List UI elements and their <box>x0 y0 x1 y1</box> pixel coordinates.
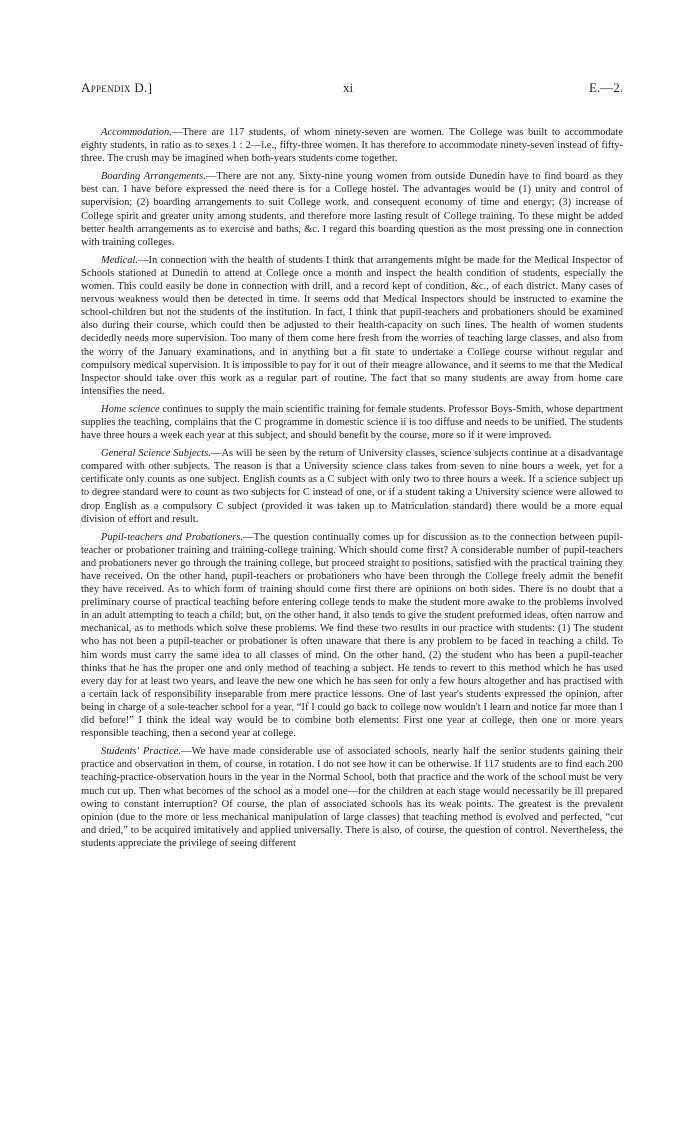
paragraph-text: —As will be seen by the return of University classes, science subjects continue at a disadvantage compared with other subjects. The reason is that a University science class takes from seven to nine hours a week, yet for a certificate only counts as one subject. English counts as a C subject with only two to three hours a week. If a science subject up to degree standard were to count as two subjects for C instead of one, or if a student taking a University science were allowed to drop English as a compulsory C subject (provided it was taken up to Matriculation standard) there would be a more equal division of effort and result. <box>81 448 623 525</box>
page-header <box>81 80 623 100</box>
paragraph-heading: Accommodation. <box>101 127 172 138</box>
paragraph-heading: Pupil-teachers and Probationers. <box>101 531 244 543</box>
paragraph-text: —There are 117 students, of whom ninety-seven are women. The College was built to accommodate eighty students, in ratio as to sexes 1 : 2—i.e., fifty-three women. It has therefore to accommodate ninety-seven instead of fifty-three. The crush may be imagined when both-years students come together. <box>81 127 623 165</box>
paragraph-heading: Boarding Arrangements. <box>101 171 206 183</box>
document-code: E.—2. <box>589 80 623 95</box>
paragraph-heading: Students' Practice. <box>101 746 182 758</box>
paragraph-heading: Medical. <box>101 254 139 266</box>
page-number: xi <box>343 80 354 95</box>
paragraph-text: continues to supply the main scientific training for female students. Professor Boys-Smith, whose department supplies the teaching, complains that the C programme in domestic science ii is too diffuse and needs to be unified. The students have three hours a week each year at this subject, and should benefit by the course, more so if it were improved. <box>81 403 623 442</box>
paragraph-accommodation <box>81 126 623 165</box>
paragraph-text: —In connection with the health of students I think that arrangements might be made for the Medical Inspector of Schools stationed at Dunedin to attend at College once a month and inspect the health condition of students, especially the women. This could easily be done in connection with drill, and a record kept of condition, &c., of each district. Many cases of nervous weakness would then be detected in time. It seems odd that Medical Inspectors should be instructed to examine the school-children but not the students of the institution. In fact, I think that pupil-teachers and probationers should be examined also during their course, which could then be adjusted to their health-capacity on such lines. The health of women students decidedly needs more supervision. Too many of them come here fresh from the worries of teaching large classes, and also from the worry of the January examinations, and in anything but a fit state to undertake a College course without regular and compulsory medical supervision. It is impossible to pay for it out of their meagre allowance, and it seems to me that the Medical Inspector should take over this work as a regular part of routine. The fact that so many students are away from home care intensifies the need. <box>81 254 623 397</box>
document-page <box>81 80 623 855</box>
appendix-label: Appendix D.] <box>81 80 153 95</box>
paragraph-heading: General Science Subjects. <box>101 448 211 460</box>
paragraph-general-science <box>81 447 623 526</box>
paragraph-heading: Home science <box>101 403 160 415</box>
paragraph-text: —The question continually comes up for discussion as to the connection between pupil-teacher or probationer training and training-college training. Which should come first? A considerable number of pupil-teachers and probationers never go through the training college, but proceed straight to positions, satisfied with the practical training they have received. On the other hand, pupil-teachers or probationers who have been through the College freely admit the benefit they have received. As to which form of training should come first there are opinions on both sides. There is no doubt that a preliminary course of practical teaching before entering college tends to make the student more awake to the problems involved in an adult attempting to teach a child; but, on the other hand, it also tends to give the student preformed ideas, often narrow and mechanical, as to methods which solve these problems. We find these two results in our practice with students: (1) The student who has not been a pupil-teacher or probationer is often unaware that there is any problem to be faced in teaching a child. To him words must carry the same idea to all classes of mind. On the other hand, (2) the student who has been a pupil-teacher thinks that he has the proper one and only method of teaching a subject. He tends to revert to this method which he has used every day for at least two years, and leave the new one which he has seen for only a few hours altogether and has practised with a certain lack of responsibility inseparable from mere practice lessons. One of last year's students expressed the opinion, after being in charge of a sole-teacher school for a year, “If I could go back to college now wouldn't I learn and notice far more than I did before!” I think the ideal way would be to combine both elements: First one year at college, then one or more years responsible teaching, then a second year at college. <box>81 531 624 740</box>
paragraph-boarding-arrangements <box>81 170 623 249</box>
paragraph-text: —We have made considerable use of associated schools, nearly half the senior students gaining their practice and observation in them, of course, in rotation. I do not see how it can be otherwise. If 117 students are to find each 200 teaching-practice-observation hours in the year in the Normal School, both that practice and the work of the school must be very much cut up. Then what becomes of the school as a model one—for the children at each stage would necessarily be ill prepared owing to constant interruption? Of course, the plan of associated schools has its weak points. The greatest is the prevalent opinion (due to the more or less mechanical manipulation of large classes) that teaching method is evolved and perfected, “cut and dried,” to be acquired imitatively and applied universally. There is also, of course, the question of control. Nevertheless, the students appreciate the privilege of seeing different <box>81 746 623 849</box>
paragraph-home-science <box>81 403 623 442</box>
paragraph-text: —There are not any. Sixty-nine young women from outside Dunedin have to find board as they best can. I have before expressed the need there is for a College hostel. The advantages would be (1) unity and control of supervision; (2) boarding arrangements to suit College work, and consequent economy of time and energy; (3) increase of College spirit and greater unity among students, and therefore more lasting result of College training. To these might be added better health arrangements as to exercise and baths, &c. I regard this boarding question as the most pressing one in connection with training colleges. <box>81 171 623 248</box>
paragraph-students-practice <box>81 745 623 850</box>
paragraph-medical <box>81 254 623 398</box>
paragraph-pupil-teachers <box>81 531 623 741</box>
